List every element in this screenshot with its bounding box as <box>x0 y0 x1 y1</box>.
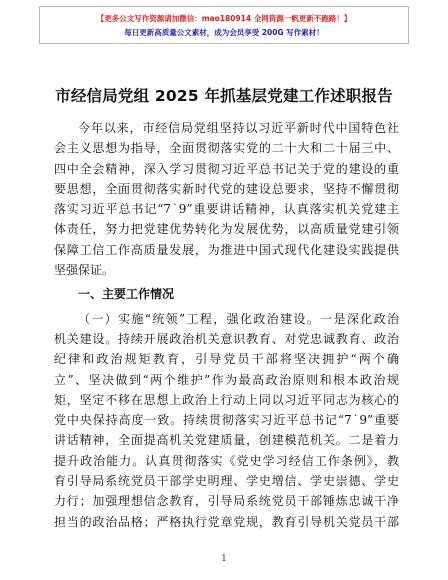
page-number: 1 <box>221 554 227 564</box>
section-line: 党中央保持高度一致。持续贯彻落实习近平总书记“7˙9”重要 <box>54 413 399 428</box>
section-line: 机关建设。持续开展政治机关意识教育、对党忠诚教育、政治 <box>54 331 399 346</box>
section-line: 力行；加强理想信念教育，引导局系统党员干部锤炼忠诚干净 <box>54 494 399 509</box>
section-line: 担当的政治品格；严格执行党章党规，教育引导机关党员干部 <box>54 514 399 529</box>
intro-line: 会主义思想为指导，全面贯彻落实党的二十大和二十届三中、 <box>54 141 399 156</box>
intro-line: 今年以来，市经信局党组坚持以习近平新时代中国特色社 <box>78 121 399 135</box>
intro-line: 要思想，全面贯彻落实新时代党的建设总要求，坚持不懈贯彻 <box>54 181 399 196</box>
section-line: 纪律和政治规矩教育，引导党员干部将坚决拥护“两个确 <box>54 352 399 367</box>
section-line: 立”、坚决做到“两个维护”作为最高政治原则和根本政治规 <box>54 372 399 387</box>
promo-line-wechat: 【更多公文写作资源请加微信：mao180914 全网资源一帆更新不跑路！】 <box>96 13 352 23</box>
intro-line: 保障工信工作高质量发展，为推进中国式现代化建设实践提供 <box>54 242 399 257</box>
intro-line: 落实习近平总书记“7˙9”重要讲话精神，认真落实机关党建主 <box>54 202 399 217</box>
section-line: 育引导局系统党员干部学史明理、学史增信、学史崇德、学史 <box>54 474 399 489</box>
section-heading: 一、主要工作情况 <box>78 287 175 302</box>
section-line: 讲话精神，全面提高机关党建质量，创建模范机关。二是着力 <box>54 433 399 448</box>
intro-line: 四中全会精神，深入学习贯彻习近平总书记关于党的建设的重 <box>54 161 399 176</box>
section-line: 提升政治能力。认真贯彻落实《党史学习经信工作条例》，教 <box>54 453 399 468</box>
intro-line: 坚强保证。 <box>54 263 115 278</box>
document-body <box>54 118 399 532</box>
promo-line-membership: 每日更新高质量公文素材，成为会员享受 200G 写作素材！ <box>124 27 324 37</box>
promo-banner-box <box>39 6 409 44</box>
intro-line: 体责任，努力把党建优势转化为发展优势，以高质量党建引领 <box>54 222 399 237</box>
document-title: 市经信局党组 2025 年抓基层党建工作述职报告 <box>55 87 393 105</box>
promo-banner <box>0 0 448 50</box>
section-line: 矩，坚定不移在思想上政治上行动上同以习近平同志为核心的 <box>54 392 399 407</box>
section-line: （一）实施“统领”工程，强化政治建设。一是深化政治 <box>78 311 399 326</box>
